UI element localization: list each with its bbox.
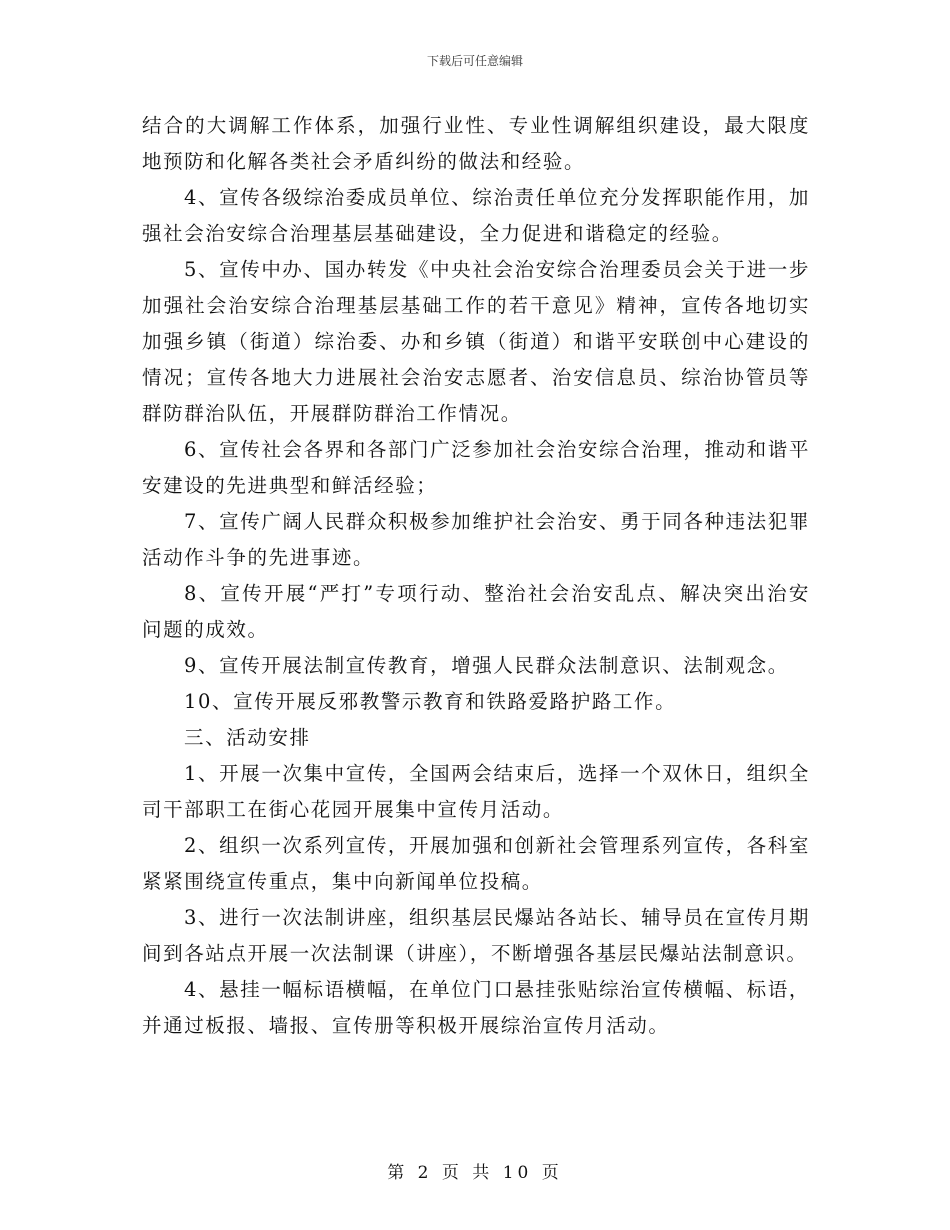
paragraph: 5、宣传中办、国办转发《中央社会治安综合治理委员会关于进一步加强社会治安综合治理基层基础工作的若干意见》精神，宣传各地切实加强乡镇（街道）综治委、办和乡镇（街道）和谐平安联创中心建设的情况；宣传各地大力进展社会治安志愿者、治安信息员、综治协管员等群防群治队伍，开展群防群治工作情况。 [142, 258, 810, 425]
paragraph: 3、进行一次法制讲座，组织基层民爆站各站长、辅导员在宣传月期间到各站点开展一次法制课（讲座），不断增强各基层民爆站法制意识。 [142, 906, 810, 965]
paragraph: 9、宣传开展法制宣传教育，增强人民群众法制意识、法制观念。 [184, 654, 789, 677]
paragraph: 结合的大调解工作体系，加强行业性、专业性调解组织建设，最大限度地预防和化解各类社会矛盾纠纷的做法和经验。 [142, 114, 810, 173]
page-number-footer: 第 2 页 共 10 页 [387, 1163, 563, 1183]
paragraph: 7、宣传广阔人民群众积极参加维护社会治安、勇于同各种违法犯罪活动作斗争的先进事迹。 [142, 510, 810, 569]
paragraph: 10、宣传开展反邪教警示教育和铁路爱路护路工作。 [184, 690, 677, 713]
paragraph: 4、悬挂一幅标语横幅，在单位门口悬挂张贴综治宣传横幅、标语，并通过板报、墙报、宣传册等积极开展综治宣传月活动。 [142, 978, 810, 1037]
paragraph: 8、宣传开展“严打”专项行动、整治社会治安乱点、解决突出治安问题的成效。 [142, 582, 810, 641]
section-heading: 三、活动安排 [184, 726, 311, 749]
paragraph: 4、宣传各级综治委成员单位、综治责任单位充分发挥职能作用，加强社会治安综合治理基层基础建设，全力促进和谐稳定的经验。 [142, 186, 810, 245]
paragraph: 2、组织一次系列宣传，开展加强和创新社会管理系列宣传，各科室紧紧围绕宣传重点，集中向新闻单位投稿。 [142, 834, 810, 893]
document-body [142, 108, 810, 1044]
paragraph: 6、宣传社会各界和各部门广泛参加社会治安综合治理，推动和谐平安建设的先进典型和鲜活经验； [142, 438, 810, 497]
paragraph: 1、开展一次集中宣传，全国两会结束后，选择一个双休日，组织全司干部职工在街心花园开展集中宣传月活动。 [142, 762, 810, 821]
page-header: 下载后可任意编辑 [426, 54, 523, 68]
